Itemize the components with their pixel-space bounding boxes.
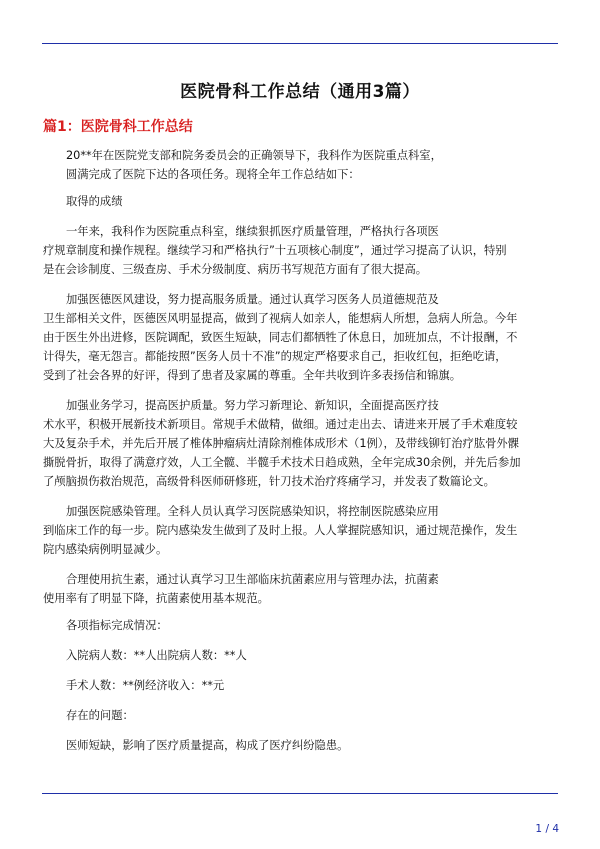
text-line: 各项指标完成情况： [66, 619, 168, 632]
text-line: 加强医德医风建设，努力提高服务质量。通过认真学习医务人员道德规范及 [66, 293, 439, 306]
paragraph-training [43, 396, 557, 491]
text-line: 院内感染病例明显减少。 [43, 543, 168, 556]
text-line: 20**年在医院党支部和院务委员会的正确领导下，我科作为医院重点科室， [66, 149, 442, 162]
text-line: 到临床工作的每一步。院内感染发生做到了及时上报。人人掌握院感知识，通过规范操作，发生 [43, 524, 518, 537]
text-line: 取得的成绩 [66, 195, 123, 208]
paragraph-intro [43, 146, 557, 184]
text-line: 受到了社会各界的好评，得到了患者及家属的尊重。全年共收到许多表扬信和锦旗。 [43, 369, 461, 382]
text-line: 计得失，毫无怨言。都能按照”医务人员十不准”的规定严格要求自己，拒收红包，拒绝吃请， [43, 350, 507, 363]
section-title: 篇1：医院骨科工作总结 [43, 119, 193, 135]
text-line: 术水平，积极开展新技术新项目。常规手术做精，做细。通过走出去、请进来开展了手术难度较 [43, 418, 518, 431]
paragraph-ethics [43, 290, 557, 385]
document-title: 医院骨科工作总结（通用3篇） [180, 82, 420, 102]
text-line: 大及复杂手术，并先后开展了椎体肿瘤病灶清除剂椎体成形术（1例），及带线铆钉治疗肱骨外髁 [43, 437, 520, 450]
paragraph-infection [43, 502, 557, 559]
text-line: 由于医生外出进修，医院调配，致医生短缺，同志们都牺牲了休息日，加班加点，不计报酬，不 [43, 331, 518, 344]
text-line: 一年来，我科作为医院重点科室，继续狠抓医疗质量管理，严格执行各项医 [66, 225, 439, 238]
paragraph-surgery-count [43, 676, 557, 695]
text-line: 卫生部相关文件，医德医风明显提高，做到了视病人如亲人，能想病人所想，急病人所急。今年 [43, 312, 518, 325]
footer-rule [42, 793, 558, 794]
paragraph-problems-heading [43, 706, 557, 725]
page-number: 1 / 4 [535, 823, 559, 835]
text-line: 存在的问题： [66, 709, 134, 722]
paragraph-heading-achievements [43, 192, 557, 211]
paragraph-patient-count [43, 646, 557, 665]
text-line: 圆满完成了医院下达的各项任务。现将全年工作总结如下： [66, 168, 360, 181]
text-line: 加强医院感染管理。全科人员认真学习医院感染知识，将控制医院感染应用 [66, 505, 439, 518]
text-line: 是在会诊制度、三级查房、手术分级制度、病历书写规范方面有了很大提高。 [43, 263, 428, 276]
text-line: 入院病人数：**人出院病人数：**人 [66, 649, 247, 662]
text-line: 使用率有了明显下降，抗菌素使用基本规范。 [43, 592, 269, 605]
text-line: 医师短缺，影响了医疗质量提高，构成了医疗纠纷隐患。 [66, 739, 349, 752]
paragraph-antibiotics [43, 570, 557, 608]
text-line: 了颅脑损伤救治规范，高级骨科医师研修班，针刀技术治疗疼痛学习，并发表了数篇论文。 [43, 475, 495, 488]
header-rule [42, 43, 558, 44]
text-line: 疗规章制度和操作规程。继续学习和严格执行”十五项核心制度”，通过学习提高了认识，特别 [43, 244, 507, 257]
text-line: 合理使用抗生素，通过认真学习卫生部临床抗菌素应用与管理办法，抗菌素 [66, 573, 439, 586]
text-line: 加强业务学习，提高医护质量。努力学习新理论、新知识，全面提高医疗技 [66, 399, 439, 412]
paragraph-indicators-heading [43, 616, 557, 635]
paragraph-quality [43, 222, 557, 279]
text-line: 手术人数：**例经济收入：**元 [66, 679, 225, 692]
text-line: 撕脱骨折，取得了满意疗效，人工全髋、半髋手术技术日趋成熟，全年完成30余例，并先后参加 [43, 456, 521, 469]
paragraph-problems [43, 736, 557, 755]
